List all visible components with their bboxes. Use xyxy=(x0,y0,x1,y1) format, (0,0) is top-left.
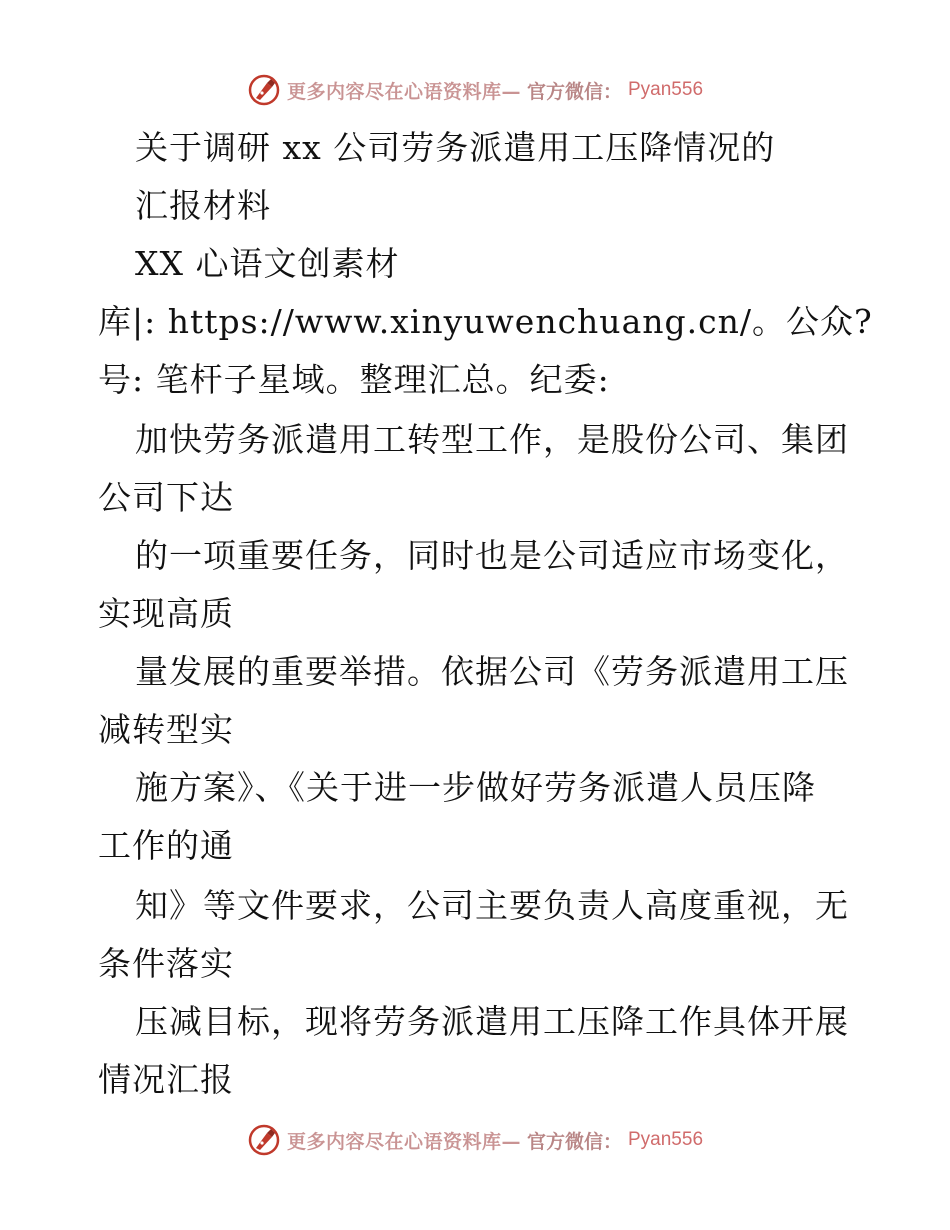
body-line: 压减目标，现将劳务派遣用工压降工作具体开展 xyxy=(135,1002,849,1041)
body-line: 知》等文件要求，公司主要负责人高度重视，无 xyxy=(135,886,849,925)
title-line-1: 关于调研 xx 公司劳务派遣用工压降情况的 xyxy=(135,128,776,167)
banner-text: 更多内容尽在心语资料库— xyxy=(286,1130,521,1153)
body-line: 减转型实 xyxy=(98,710,234,749)
banner-wechat-label: 官方微信： xyxy=(526,80,622,103)
banner-content xyxy=(247,73,703,107)
source-line-2: 库|: https://www.xinyuwenchuang.cn/。公众? xyxy=(98,302,873,341)
source-line-3: 号: 笔杆子星域。整理汇总。纪委: xyxy=(98,360,610,399)
header-banner xyxy=(0,70,950,110)
banner-wechat-label: 官方微信： xyxy=(526,1130,622,1153)
pen-nib-logo-icon xyxy=(247,1123,281,1157)
banner-text: 更多内容尽在心语资料库— xyxy=(286,80,521,103)
body-line: 量发展的重要举措。依据公司《劳务派遣用工压 xyxy=(135,652,849,691)
body-line: 公司下达 xyxy=(98,478,234,517)
title-line-2: 汇报材料 xyxy=(135,186,271,225)
pen-nib-logo-icon xyxy=(247,73,281,107)
footer-banner xyxy=(0,1120,950,1160)
body-line: 的一项重要任务，同时也是公司适应市场变化， xyxy=(135,536,849,575)
banner-wechat-id: Pyan556 xyxy=(628,79,704,100)
body-line: 加快劳务派遣用工转型工作，是股份公司、集团 xyxy=(135,420,849,459)
body-line: 施方案》、《关于进一步做好劳务派遣人员压降 xyxy=(135,768,816,807)
body-line: 实现高质 xyxy=(98,594,234,633)
body-line: 情况汇报 xyxy=(98,1060,234,1099)
banner-content xyxy=(247,1123,703,1157)
source-line-1: XX 心语文创素材 xyxy=(135,244,400,283)
body-line: 工作的通 xyxy=(98,826,234,865)
banner-wechat-id: Pyan556 xyxy=(628,1129,704,1150)
body-line: 条件落实 xyxy=(98,944,234,983)
